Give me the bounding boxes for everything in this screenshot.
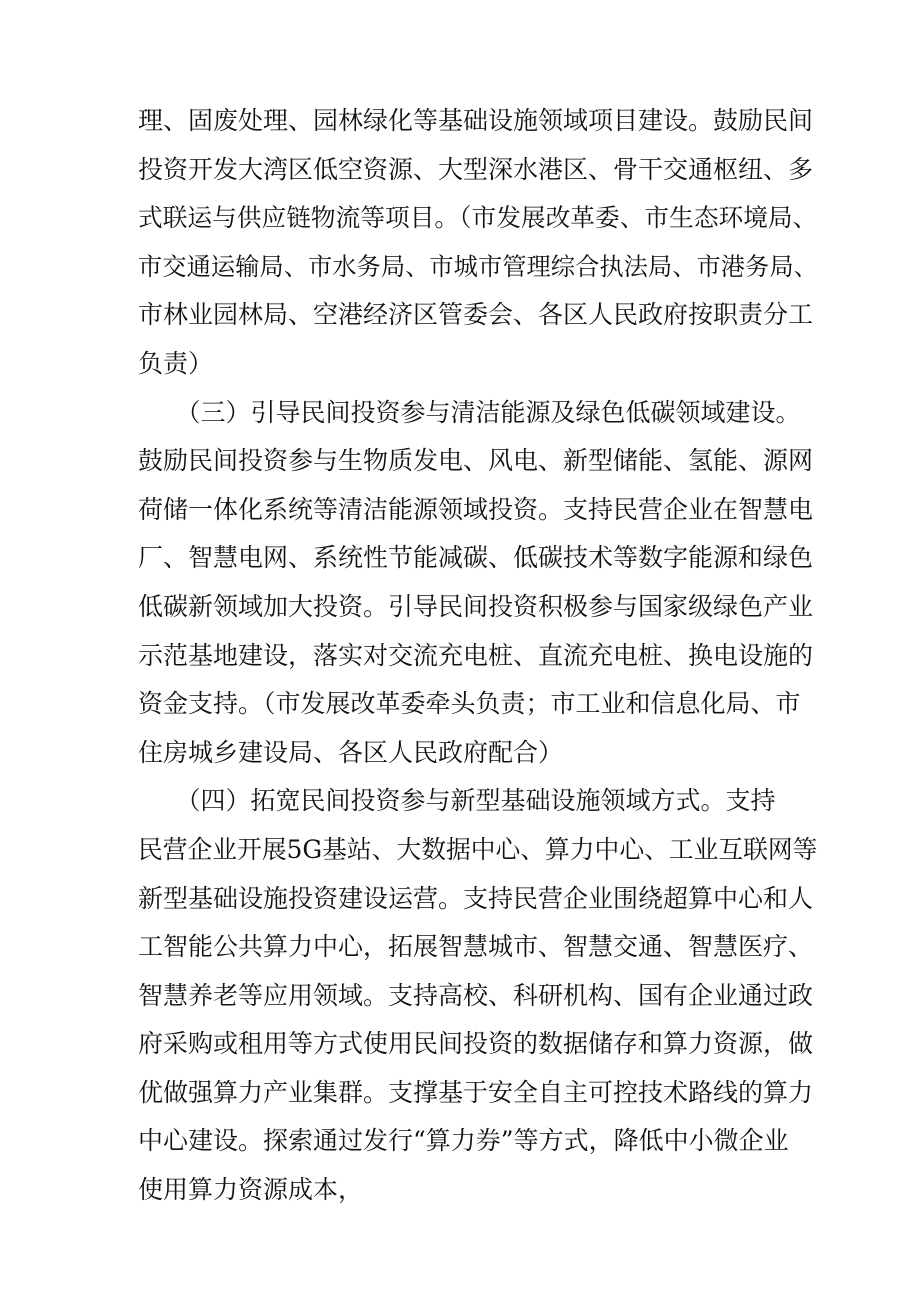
text-line: 低碳新领域加大投资。引导民间投资积极参与国家级绿色产业	[138, 591, 814, 621]
text-line: 智慧养老等应用领域。支持高校、科研机构、国有企业通过政	[138, 980, 814, 1010]
text-line: 新型基础设施投资建设运营。支持民营企业围绕超算中心和人	[138, 883, 814, 913]
text-line: 市交通运输局、市水务局、市城市管理综合执法局、市港务局、	[138, 251, 818, 281]
text-line: 示范基地建设，落实对交流充电桩、直流充电桩、换电设施的	[138, 640, 814, 670]
text-line: 式联运与供应链物流等项目。（市发展改革委、市生态环境局、	[138, 203, 818, 233]
text-line: 优做强算力产业集群。支撑基于安全自主可控技术路线的算力	[138, 1077, 814, 1107]
text-line: 工智能公共算力中心，拓展智慧城市、智慧交通、智慧医疗、	[138, 932, 814, 962]
text-line: 厂、智慧电网、系统性节能减碳、低碳技术等数字能源和绿色	[138, 543, 814, 573]
text-line: 民营企业开展5G基站、大数据中心、算力中心、工业互联网等	[138, 834, 818, 864]
text-line: 住房城乡建设局、各区人民政府配合）	[138, 737, 564, 767]
text-line: 鼓励民间投资参与生物质发电、风电、新型储能、氢能、源网	[138, 446, 814, 476]
text-line: 负责）	[138, 348, 214, 378]
text-line: 中心建设。探索通过发行“算力券”等方式，降低中小微企业	[138, 1126, 789, 1156]
section-heading-3-line: （三）引导民间投资参与清洁能源及绿色低碳领域建设。	[138, 397, 801, 427]
text-line: 资金支持。（市发展改革委牵头负责；市工业和信息化局、市	[138, 689, 801, 719]
text-line: 使用算力资源成本，	[138, 1175, 364, 1205]
text-line: 理、固废处理、园林绿化等基础设施领域项目建设。鼓励民间	[138, 106, 814, 135]
text-line: 市林业园林局、空港经济区管委会、各区人民政府按职责分工	[138, 300, 814, 330]
section-heading-4-line: （四）拓宽民间投资参与新型基础设施领域方式。支持	[138, 786, 776, 816]
text-line: 府采购或租用等方式使用民间投资的数据储存和算力资源，做	[138, 1029, 814, 1059]
text-line: 投资开发大湾区低空资源、大型深水港区、骨干交通枢纽、多	[138, 154, 814, 184]
document-body	[138, 97, 818, 1215]
text-line: 荷储一体化系统等清洁能源领域投资。支持民营企业在智慧电	[138, 494, 814, 524]
